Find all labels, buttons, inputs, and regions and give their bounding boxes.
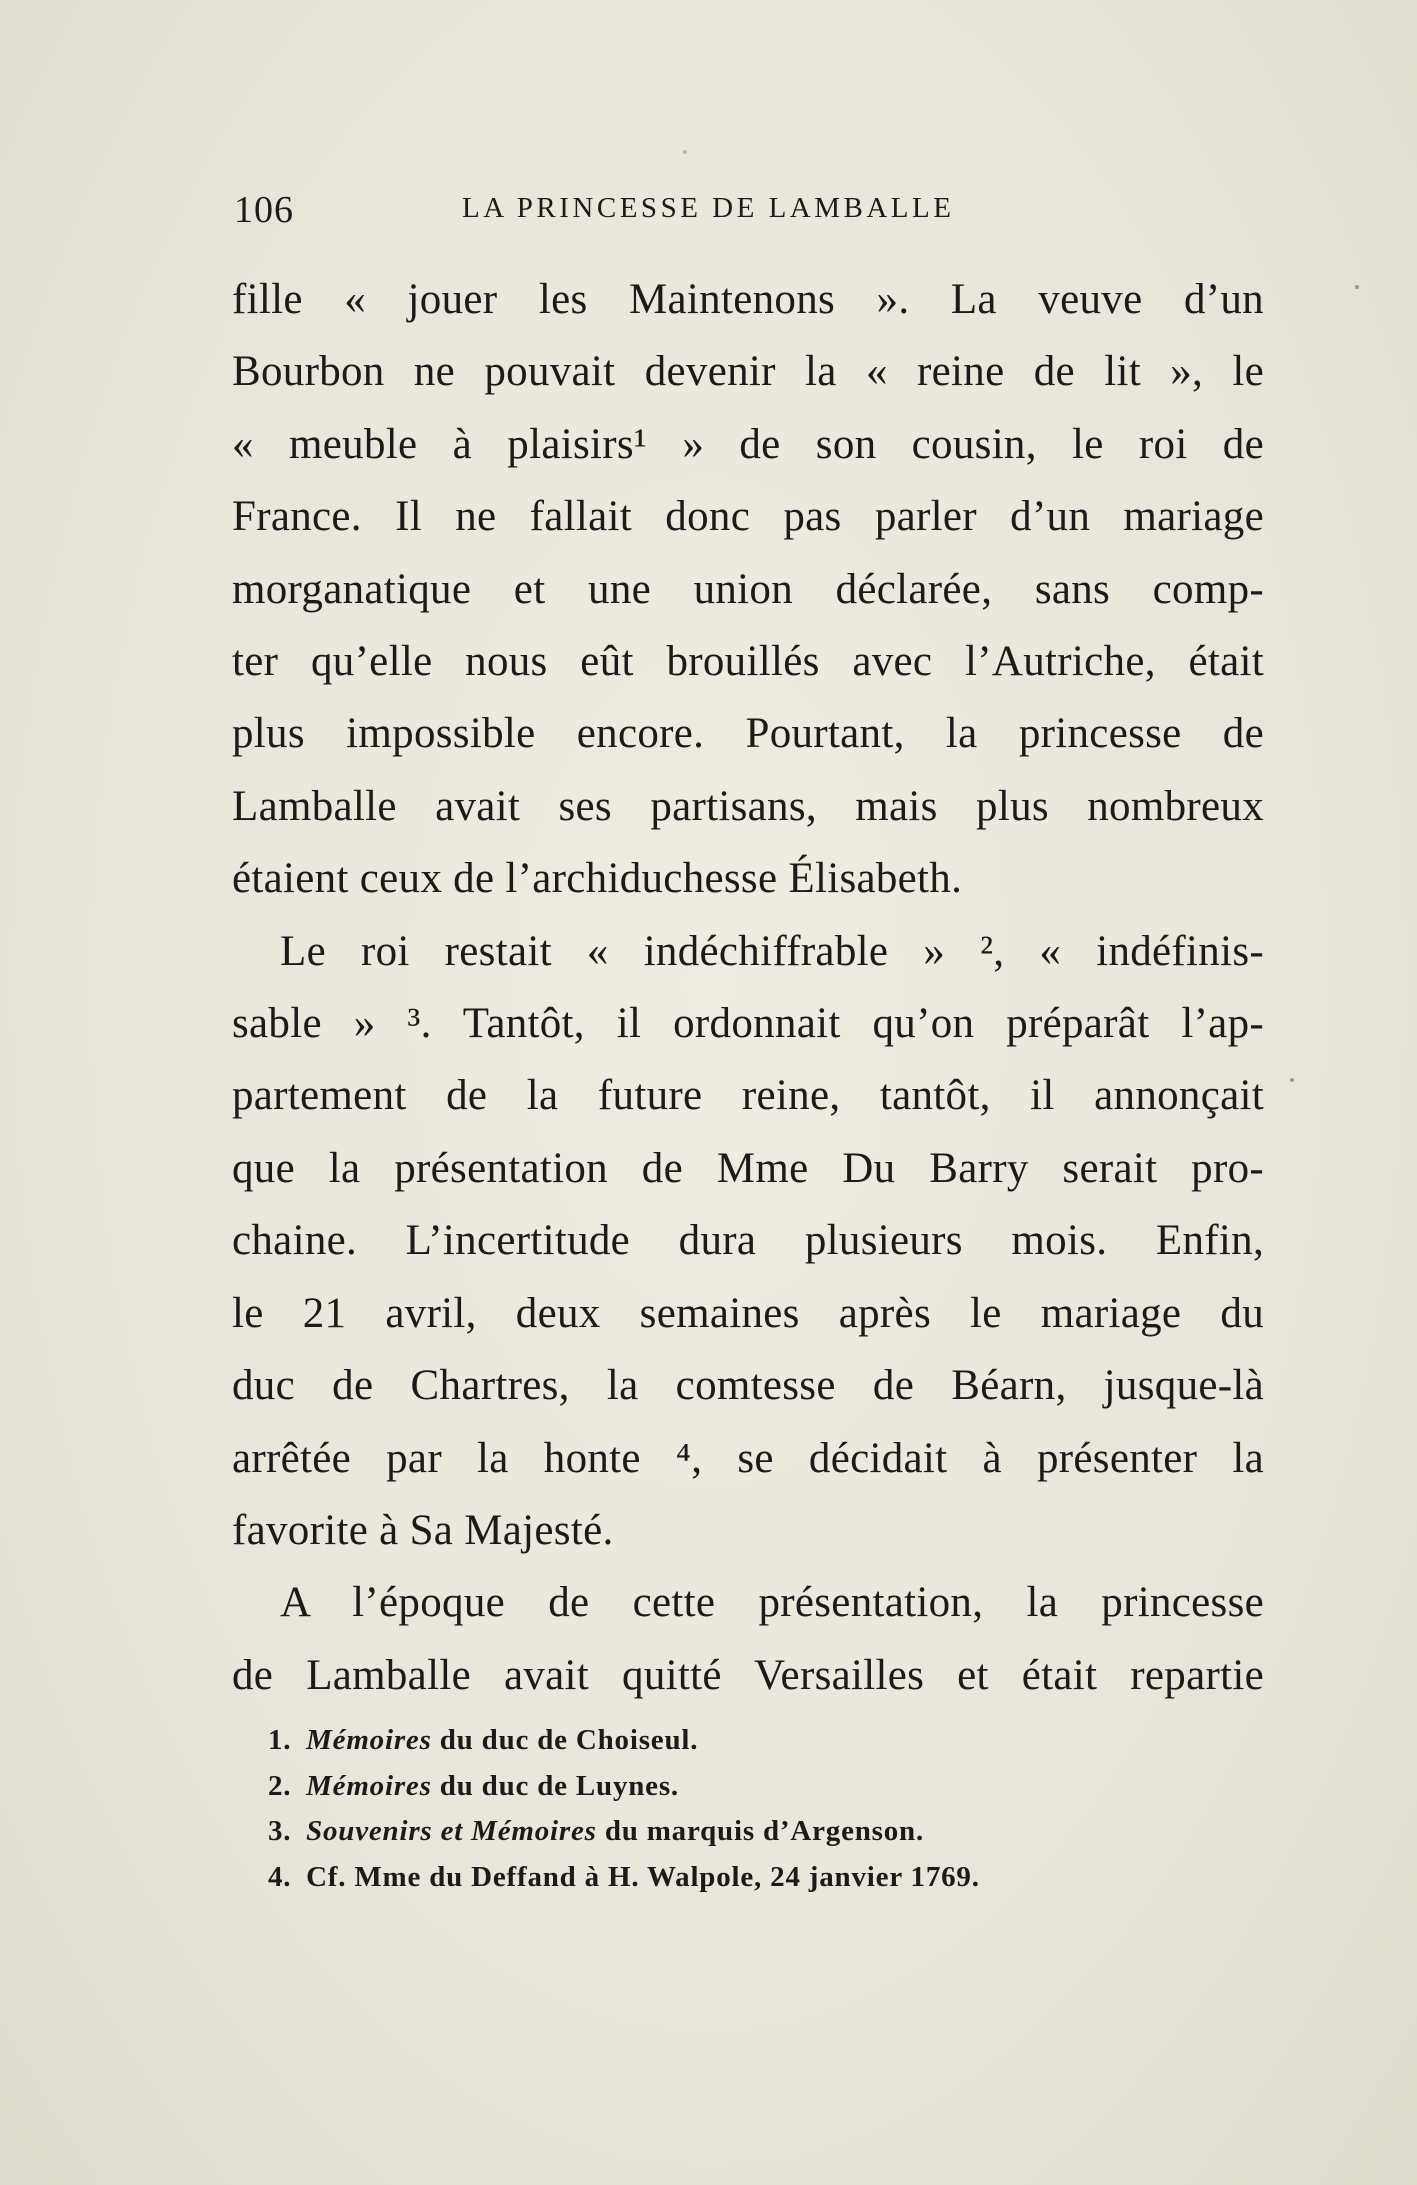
text-line: plus impossible encore. Pourtant, la princesse de <box>232 710 1264 758</box>
text-line: arrêtée par la honte ⁴, se décidait à présenter la <box>232 1434 1264 1482</box>
footnote-number: 4. <box>268 1860 292 1893</box>
footnote-title: Mémoires <box>306 1769 432 1802</box>
page-header <box>234 188 1034 236</box>
text-line: le 21 avril, deux semaines après le mariage du <box>232 1289 1264 1337</box>
page-number: 106 <box>234 189 294 231</box>
footnote <box>268 1855 1168 1901</box>
paragraph <box>232 916 1264 1568</box>
text-line: de Lamballe avait quitté Versailles et était repartie <box>232 1651 1264 1699</box>
footnote-number: 1. <box>268 1724 292 1756</box>
footnote <box>268 1718 1168 1764</box>
text-line: ter qu’elle nous eût brouillés avec l’Autriche, était <box>232 638 1264 686</box>
text-line: étaient ceux de l’archiduchesse Élisabeth. <box>232 855 963 903</box>
text-line: fille « jouer les Maintenons ». La veuve d’un <box>232 276 1264 323</box>
footnote-text: du duc de Choiseul. <box>431 1724 699 1756</box>
paragraph <box>232 264 1264 916</box>
paragraph <box>232 1567 1264 1712</box>
text-line: France. Il ne fallait donc pas parler d’un mariage <box>232 493 1264 541</box>
footnote-number: 2. <box>268 1769 292 1802</box>
paper-speck <box>683 150 687 154</box>
running-title: LA PRINCESSE DE LAMBALLE <box>462 192 955 224</box>
text-line: Bourbon ne pouvait devenir la « reine de lit », le <box>232 348 1264 396</box>
text-line: « meuble à plaisirs¹ » de son cousin, le roi de <box>232 420 1264 468</box>
text-line: partement de la future reine, tantôt, il annonçait <box>232 1072 1264 1120</box>
footnote <box>268 1809 1168 1855</box>
footnote-text: du marquis d’Argenson. <box>596 1815 925 1847</box>
footnote-title: Mémoires <box>306 1724 432 1756</box>
footnotes <box>268 1718 1168 1900</box>
footnote-number: 3. <box>268 1815 292 1847</box>
footnote-text: du duc de Luynes. <box>431 1769 679 1802</box>
body-text <box>232 264 1264 1712</box>
text-line: favorite à Sa Majesté. <box>232 1506 614 1554</box>
paper-speck <box>1290 1078 1294 1082</box>
text-line: duc de Chartres, la comtesse de Béarn, jusque-là <box>232 1362 1264 1410</box>
text-line: Le roi restait « indéchiffrable » ², « indéfinis- <box>280 927 1264 975</box>
footnote-title: Souvenirs et Mémoires <box>306 1815 597 1847</box>
footnote <box>268 1764 1168 1810</box>
text-line: que la présentation de Mme Du Barry serait pro- <box>232 1144 1264 1192</box>
text-line: chaine. L’incertitude dura plusieurs mois. Enfin, <box>232 1217 1264 1265</box>
text-line: morganatique et une union déclarée, sans comp- <box>232 565 1264 613</box>
paper-speck <box>1355 285 1359 289</box>
footnote-text: Cf. Mme du Deffand à H. Walpole, 24 janvier 1769. <box>306 1860 980 1893</box>
text-line: sable » ³. Tantôt, il ordonnait qu’on préparât l’ap- <box>232 1000 1264 1048</box>
text-line: A l’époque de cette présentation, la princesse <box>280 1579 1264 1627</box>
text-line: Lamballe avait ses partisans, mais plus nombreux <box>232 782 1264 830</box>
